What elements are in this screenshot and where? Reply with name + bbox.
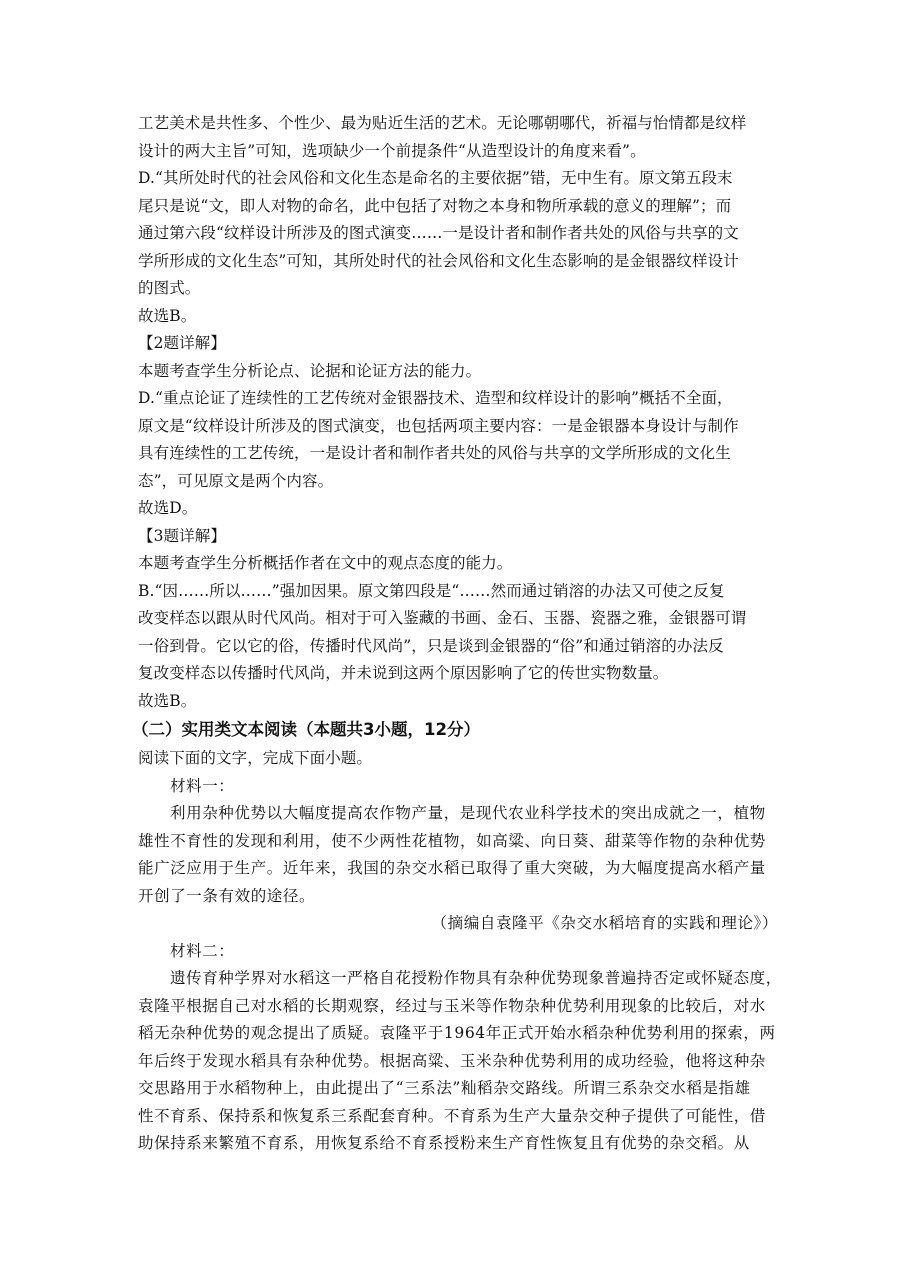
text-line: 原文是“纹样设计所涉及的图式演变，也包括两项主要内容：一是金银器本身设计与制作 xyxy=(138,416,739,435)
section-heading: （二）实用类文本阅读（本题共3小题，12分） xyxy=(132,720,480,739)
question-detail-heading: 【2题详解】 xyxy=(138,334,226,352)
text-line: 本题考查学生分析概括作者在文中的观点态度的能力。 xyxy=(138,554,513,572)
text-line: 工艺美术是共性多、个性少、最为贴近生活的艺术。无论哪朝哪代，祈福与怡情都是纹样 xyxy=(138,114,747,132)
material-text-line: 年后终于发现水稻具有杂种优势。根据高粱、玉米杂种优势利用的成功经验，他将这种杂 xyxy=(138,1051,766,1070)
material-one-label: 材料一： xyxy=(170,776,235,795)
text-line: 通过第六段“纹样设计所涉及的图式演变……一是设计者和制作者共处的风俗与共享的文 xyxy=(138,224,739,242)
page-content xyxy=(132,110,782,1158)
material-text-line: 雄性不育性的发现和利用，使不少两性花植物，如高粱、向日葵、甜菜等作物的杂种优势 xyxy=(138,831,766,850)
material-text-line: 遗传育种学界对水稻这一严格自花授粉作物具有杂种优势现象普遍持否定或怀疑态度， xyxy=(170,969,782,987)
material-text-line: 稻无杂种优势的观念提出了质疑。袁隆平于1964年正式开始水稻杂种优势利用的探索，两 xyxy=(138,1024,776,1042)
material-text-line: 袁隆平根据自己对水稻的长期观察，经过与玉米等作物杂种优势利用现象的比较后，对水 xyxy=(138,996,766,1015)
text-line: 学所形成的文化生态”可知，其所处时代的社会风俗和文化生态影响的是金银器纹样设计 xyxy=(138,251,739,270)
question-detail-heading: 【3题详解】 xyxy=(138,526,226,545)
material-text-line: 性不育系、保持系和恢复系三系配套育种。不育系为生产大量杂交种子提供了可能性，借 xyxy=(138,1106,766,1125)
text-line: 尾只是说“文，即人对物的命名，此中包括了对物之本身和物所承载的意义的理解”；而 xyxy=(138,196,732,215)
text-line: D.“重点论证了连续性的工艺传统对金银器技术、造型和纹样设计的影响”概括不全面， xyxy=(138,389,733,407)
text-line: 态”，可见原文是两个内容。 xyxy=(138,471,334,490)
instruction-line: 阅读下面的文字，完成下面小题。 xyxy=(138,749,373,767)
text-line: 的图式。 xyxy=(138,279,201,297)
answer-line: 故选D。 xyxy=(138,499,198,517)
text-line: B.“因……所以……”强加因果。原文第四段是“……然而通过销溶的办法又可使之反复 xyxy=(138,581,725,600)
material-text-line: 能广泛应用于生产。近年来，我国的杂交水稻已取得了重大突破，为大幅度提高水稻产量 xyxy=(138,859,766,877)
text-line: 复改变样态以传播时代风尚，并未说到这两个原因影响了它的传世实物数量。 xyxy=(138,664,669,682)
material-text-line: 助保持系来繁殖不育系，用恢复系给不育系授粉来生产育性恢复且有优势的杂交稻。从 xyxy=(138,1134,750,1152)
material-text-line: 交思路用于水稻物种上，由此提出了“三系法”籼稻杂交路线。所谓三系杂交水稻是指雄 xyxy=(138,1079,751,1097)
material-text-line: 开创了一条有效的途径。 xyxy=(138,886,316,905)
text-line: 一俗到骨。它以它的俗，传播时代风尚”，只是谈到金银器的“俗”和通过销溶的办法反 xyxy=(138,636,724,655)
text-line: 具有连续性的工艺传统，一是设计者和制作者共处的风俗与共享的文学所形成的文化生 xyxy=(138,444,731,462)
material-source: （摘编自袁隆平《杂交水稻培育的实践和理论》） xyxy=(431,914,778,932)
answer-line: 故选B。 xyxy=(138,691,197,710)
text-line: D.“其所处时代的社会风俗和文化生态是命名的主要依据”错，无中生有。原文第五段末 xyxy=(138,169,733,187)
answer-line: 故选B。 xyxy=(138,306,197,325)
text-line: 改变样态以跟从时代风尚。相对于可入鉴藏的书画、金石、玉器、瓷器之雅，金银器可谓 xyxy=(138,609,747,627)
material-text-line: 利用杂种优势以大幅度提高农作物产量，是现代农业科学技术的突出成就之一，植物 xyxy=(170,804,766,822)
text-line: 设计的两大主旨”可知，选项缺少一个前提条件“从造型设计的角度来看”。 xyxy=(138,141,646,160)
text-line: 本题考查学生分析论点、论据和论证方法的能力。 xyxy=(138,361,482,380)
material-two-label: 材料二： xyxy=(170,941,235,960)
